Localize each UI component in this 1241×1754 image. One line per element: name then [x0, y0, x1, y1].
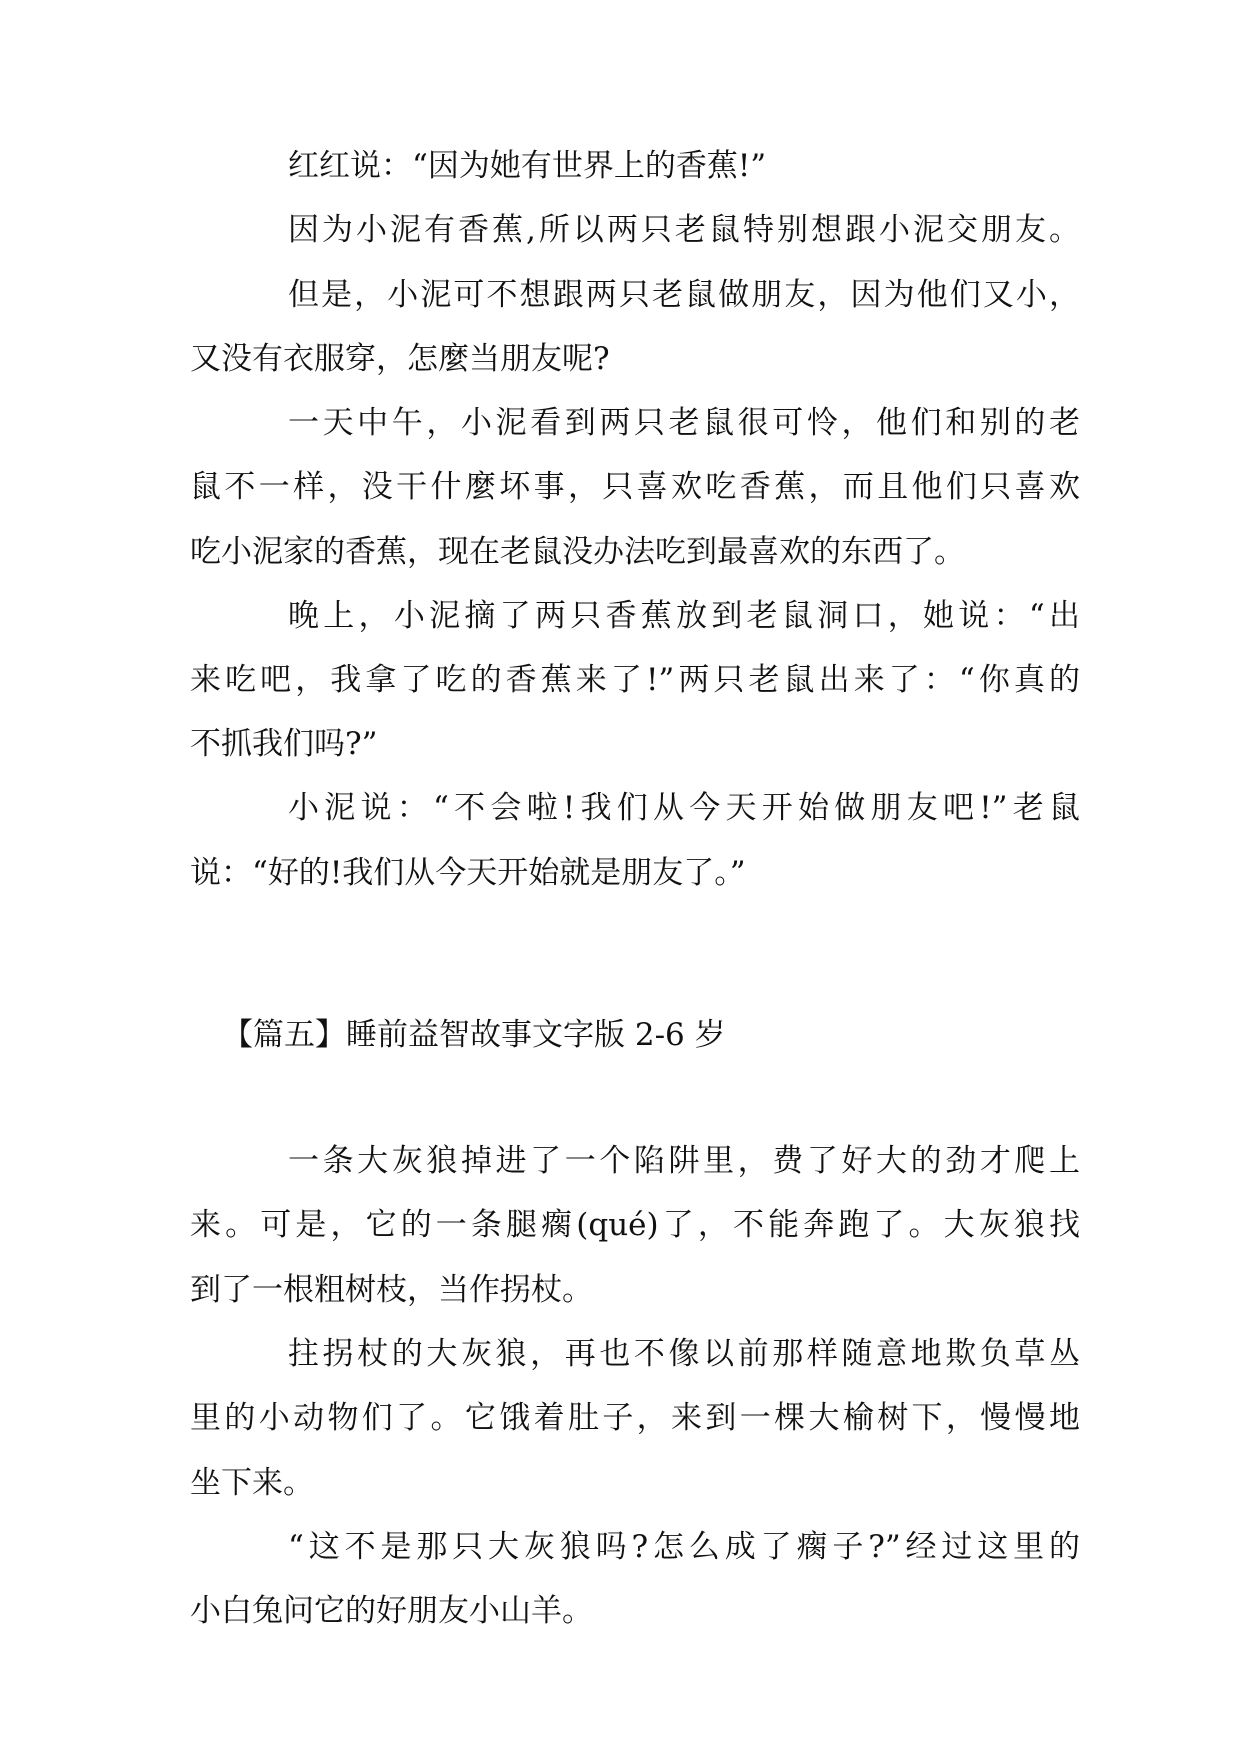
- paragraph-line: 又没有衣服穿，怎麼当朋友呢?: [190, 341, 610, 377]
- paragraph-line: 拄拐杖的大灰狼，再也不像以前那样随意地欺负草丛: [288, 1336, 1080, 1372]
- paragraph-line: 因为小泥有香蕉,所以两只老鼠特别想跟小泥交朋友。: [288, 212, 1080, 248]
- paragraph-line: “这不是那只大灰狼吗?怎么成了瘸子?”经过这里的: [288, 1529, 1080, 1565]
- paragraph-line: 来吃吧，我拿了吃的香蕉来了!”两只老鼠出来了：“你真的: [190, 662, 1080, 698]
- paragraph-line: 红红说：“因为她有世界上的香蕉!”: [288, 148, 767, 184]
- paragraph-line: 鼠不一样，没干什麼坏事，只喜欢吃香蕉，而且他们只喜欢: [190, 469, 1080, 505]
- paragraph-line: 一条大灰狼掉进了一个陷阱里，费了好大的劲才爬上: [288, 1143, 1080, 1179]
- paragraph-line: 但是，小泥可不想跟两只老鼠做朋友，因为他们又小，: [288, 277, 1080, 313]
- paragraph-line: 小白兔问它的好朋友小山羊。: [190, 1593, 593, 1629]
- paragraph-line: 到了一根粗树枝，当作拐杖。: [190, 1272, 593, 1308]
- paragraph-line: 吃小泥家的香蕉，现在老鼠没办法吃到最喜欢的东西了。: [190, 534, 965, 570]
- paragraph-line: 晚上，小泥摘了两只香蕉放到老鼠洞口，她说：“出: [288, 598, 1080, 634]
- paragraph-line: 说：“好的!我们从今天开始就是朋友了。”: [190, 855, 746, 891]
- paragraph-line: 来。可是，它的一条腿瘸(qué)了，不能奔跑了。大灰狼找: [190, 1207, 1080, 1243]
- paragraph-line: 一天中午，小泥看到两只老鼠很可怜，他们和别的老: [288, 405, 1080, 441]
- section-heading: 【篇五】睡前益智故事文字版 2-6 岁: [222, 1017, 726, 1053]
- paragraph-line: 里的小动物们了。它饿着肚子，来到一棵大榆树下，慢慢地: [190, 1400, 1080, 1436]
- paragraph-line: 小泥说：“不会啦!我们从今天开始做朋友吧!”老鼠: [288, 790, 1080, 826]
- paragraph-line: 坐下来。: [190, 1465, 314, 1501]
- paragraph-line: 不抓我们吗?”: [190, 726, 378, 762]
